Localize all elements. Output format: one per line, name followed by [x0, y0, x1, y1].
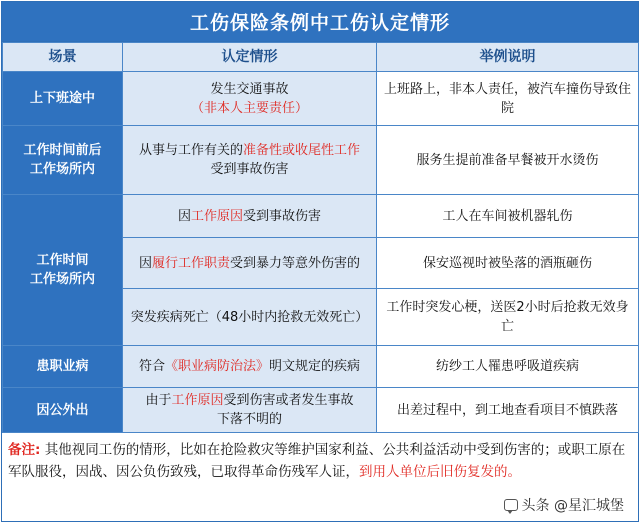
condition-highlight: 工作原因 — [190, 208, 243, 224]
scene-cell: 因公外出 — [3, 388, 123, 433]
chat-bubble-icon — [504, 499, 518, 511]
condition-highlight: 《职业病防治法》 — [164, 359, 269, 374]
condition-cell — [123, 126, 377, 195]
table-row — [3, 72, 639, 126]
condition-highlight: （非本人主要责任） — [190, 100, 308, 116]
condition-highlight: 准备性或收尾性工作 — [243, 143, 361, 158]
scene-cell — [3, 195, 123, 346]
condition-highlight: 工作原因 — [171, 393, 224, 408]
condition-cell — [123, 72, 377, 126]
condition-text: 符合 — [138, 359, 165, 374]
injury-table — [2, 42, 639, 433]
example-cell: 上班路上，非本人责任，被汽车撞伤导致住院 — [377, 72, 639, 126]
condition-cell: 突发疾病死亡（48小时内抢救无效死亡） — [123, 289, 377, 346]
header-condition: 认定情形 — [123, 43, 377, 72]
condition-text: 受到事故伤害 — [210, 162, 289, 177]
condition-text: 下落不明的 — [216, 412, 282, 427]
example-cell: 出差过程中，到工地查看项目不慎跌落 — [377, 388, 639, 433]
scene-cell: 患职业病 — [3, 346, 123, 388]
scene-cell — [3, 126, 123, 195]
table-row — [3, 126, 639, 195]
condition-text: 从事与工作有关的 — [138, 143, 243, 158]
condition-cell — [123, 388, 377, 433]
condition-text: 受到事故伤害 — [243, 208, 322, 224]
scene-text: 工作场所内 — [29, 272, 95, 287]
header-scene: 场景 — [3, 43, 123, 72]
example-cell: 工作时突发心梗，送医2小时后抢救无效身亡 — [377, 289, 639, 346]
scene-cell: 上下班途中 — [3, 72, 123, 126]
condition-cell — [123, 238, 377, 289]
table-row — [3, 388, 639, 433]
footnote-text: 其他视同工伤的情形，比如在抢险救灾等维护国家利益、公共利益活动中受到伤害的；或职工原在军队服役，因战、因公负伤致残，已取得革命伤残军人证， — [8, 442, 626, 480]
watermark — [504, 495, 624, 515]
condition-text: 由于 — [145, 393, 172, 408]
example-cell: 工人在车间被机器轧伤 — [377, 195, 639, 238]
condition-text: 明文规定的疾病 — [269, 359, 361, 374]
header-example: 举例说明 — [377, 43, 639, 72]
condition-text: 因 — [138, 255, 152, 271]
table-row — [3, 195, 639, 238]
footnote-highlight: 到用人单位后旧伤复发的。 — [359, 464, 521, 480]
scene-text: 工作时间 — [36, 253, 89, 268]
table-header-row — [3, 43, 639, 72]
condition-cell — [123, 195, 377, 238]
condition-text: 受到伤害或者发生事故 — [223, 393, 354, 408]
example-cell: 纺纱工人罹患呼吸道疾病 — [377, 346, 639, 388]
scene-text: 工作时间前后 — [23, 143, 102, 158]
condition-text: 因 — [177, 208, 191, 224]
scene-text: 工作场所内 — [29, 162, 95, 177]
condition-highlight: 履行工作职责 — [151, 255, 230, 271]
condition-cell — [123, 346, 377, 388]
watermark-text: 头条 @星汇城堡 — [521, 498, 624, 514]
example-cell: 服务生提前准备早餐被开水烫伤 — [377, 126, 639, 195]
example-cell: 保安巡视时被坠落的酒瓶砸伤 — [377, 238, 639, 289]
document-frame — [1, 1, 639, 522]
page-title: 工伤保险条例中工伤认定情形 — [2, 2, 638, 42]
condition-text: 发生交通事故 — [210, 81, 289, 97]
condition-text: 受到暴力等意外伤害的 — [230, 255, 361, 271]
table-row — [3, 346, 639, 388]
footnote-label: 备注: — [8, 442, 41, 458]
